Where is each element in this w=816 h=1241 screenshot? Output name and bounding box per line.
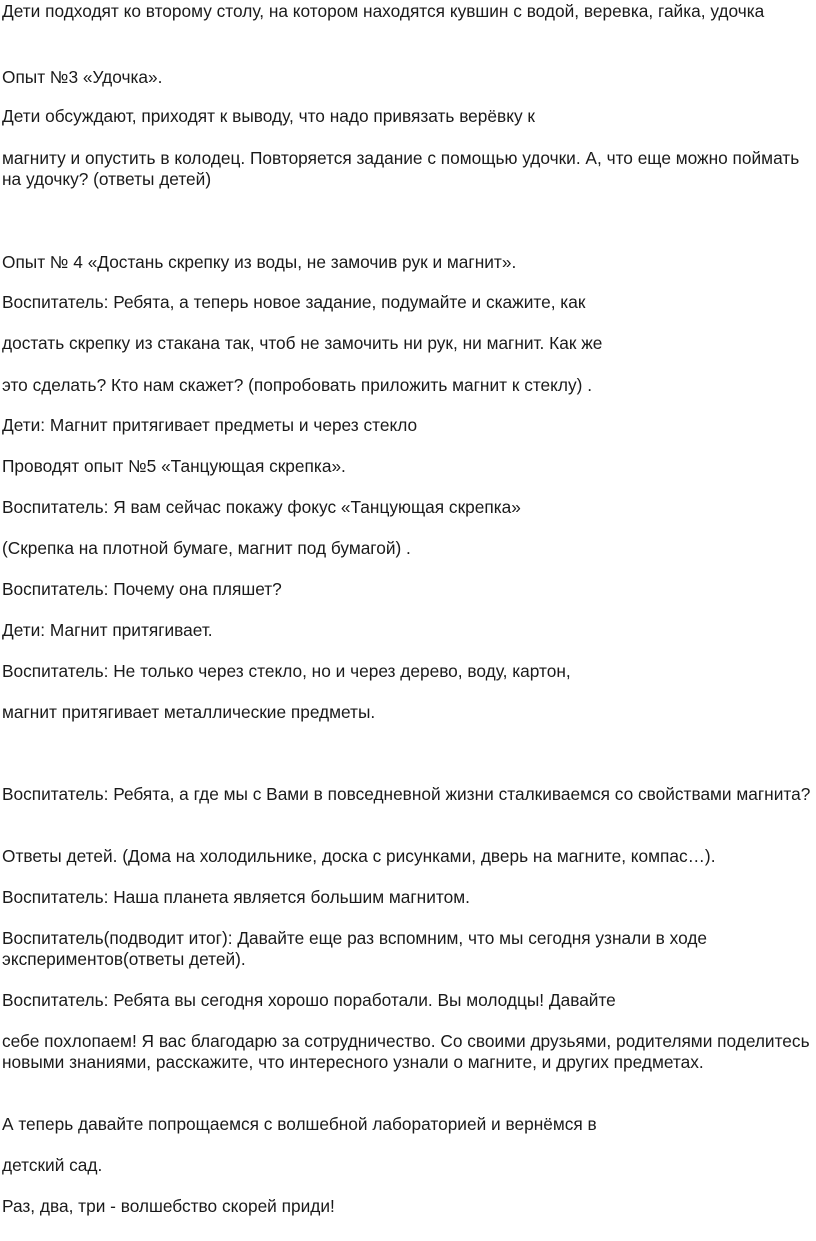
paragraph-praise: Воспитатель: Ребята вы сегодня хорошо поработали. Вы молодцы! Давайте (2, 990, 616, 1010)
paragraph-discussion: Дети обсуждают, приходят к выводу, что надо привязать верёвку к (2, 106, 535, 126)
paragraph-kindergarten: детский сад. (2, 1155, 103, 1175)
paragraph-teacher-task: Воспитатель: Ребята, а теперь новое задание, подумайте и скажите, как (2, 292, 586, 312)
paragraph-experiment-3: Опыт №3 «Удочка». (2, 67, 163, 87)
paragraph-magnet-well: магниту и опустить в колодец. Повторяется задание с помощью удочки. А, что еще можно поймать на удочку? (ответы детей) (2, 148, 800, 189)
paragraph-clip-glass: достать скрепку из стакана так, чтоб не замочить ни рук, ни магнит. Как же (2, 333, 603, 353)
paragraph-farewell: А теперь давайте попрощаемся с волшебной лабораторией и вернёмся в (2, 1114, 597, 1134)
paragraph-how-to: это сделать? Кто нам скажет? (попробовать приложить магнит к стеклу) . (2, 375, 593, 395)
paragraph-applause: себе похлопаем! Я вас благодарю за сотрудничество. Со своими друзьями, родителями поделитесь новыми знаниями, расскажите, что интересного узнали о магните, и других предметах. (2, 1031, 810, 1072)
paragraph-magic: Раз, два, три - волшебство скорей приди! (2, 1196, 335, 1216)
paragraph-clip-paper: (Скрепка на плотной бумаге, магнит под бумагой) . (2, 538, 411, 558)
paragraph-experiment-5: Проводят опыт №5 «Танцующая скрепка». (2, 456, 346, 476)
paragraph-answers: Ответы детей. (Дома на холодильнике, доска с рисунками, дверь на магните, компас…). (2, 846, 716, 866)
paragraph-intro: Дети подходят ко второму столу, на котором находятся кувшин с водой, веревка, гайка, удочка (2, 1, 765, 21)
paragraph-metal-objects: магнит притягивает металлические предметы. (2, 702, 376, 722)
paragraph-children-glass: Дети: Магнит притягивает предметы и через стекло (2, 415, 418, 435)
paragraph-summary: Воспитатель(подводит итог): Давайте еще раз вспомним, что мы сегодня узнали в ходе экспериментов(ответы детей). (2, 928, 708, 969)
paragraph-planet: Воспитатель: Наша планета является большим магнитом. (2, 887, 470, 907)
paragraph-children-attract: Дети: Магнит притягивает. (2, 620, 213, 640)
paragraph-trick: Воспитатель: Я вам сейчас покажу фокус «Танцующая скрепка» (2, 497, 521, 517)
paragraph-experiment-4: Опыт № 4 «Достань скрепку из воды, не замочив рук и магнит». (2, 252, 517, 272)
paragraph-not-only-glass: Воспитатель: Не только через стекло, но и через дерево, воду, картон, (2, 661, 571, 681)
paragraph-everyday-life: Воспитатель: Ребята, а где мы с Вами в повседневной жизни сталкиваемся со свойствами магнита? (2, 784, 811, 804)
paragraph-why-dance: Воспитатель: Почему она пляшет? (2, 579, 282, 599)
